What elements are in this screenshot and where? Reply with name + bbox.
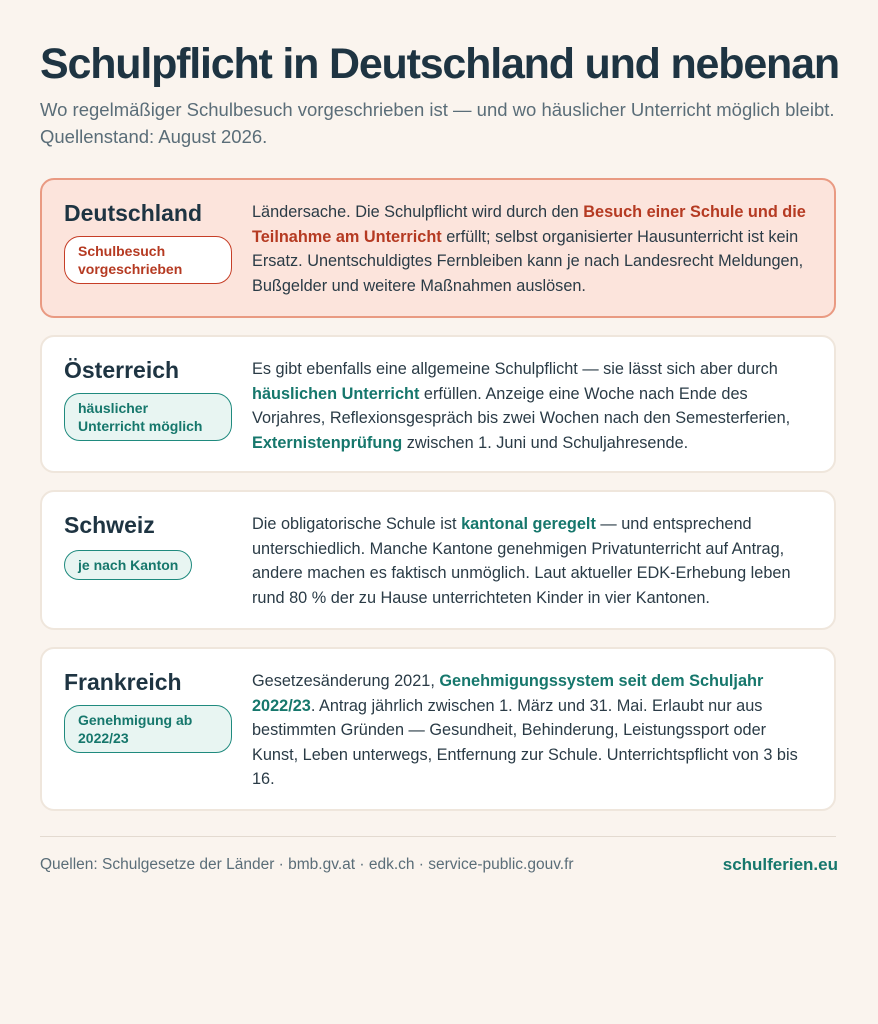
footer-sources: Quellen: Schulgesetze der Länder · bmb.gv.at · edk.ch · service-public.gouv.fr [40,856,574,873]
text-segment: . Antrag jährlich zwischen 1. März und 31. Mai. Erlaubt nur aus bestimmten Gründen — Gesundheit, Behinderung, Leistungssport oder Kunst, Leben unterwegs, Entfernung zur Schule. Unterrichtspflicht von 3 bis 16. [252,696,798,788]
card-description [252,669,812,792]
text-highlight: Externistenprüfung [252,433,403,452]
text-segment: erfüllt; selbst organisierter Hausunterricht ist kein Ersatz. Unentschuldigtes Fernbleiben kann je nach Landesrecht Meldungen, Bußgelder und weitere Maßnahmen auslösen. [252,227,804,295]
text-highlight: Besuch einer Schule und die Teilnahme am Unterricht [252,203,806,246]
status-badge: je nach Kanton [64,550,192,580]
text-highlight: kantonal geregelt [461,515,596,533]
footer-divider [40,836,836,837]
text-segment: Gesetzesänderung 2021, [252,672,440,690]
page-title: Schulpflicht in Deutschland und nebenan [40,40,839,88]
text-segment: Die obligatorische Schule ist [252,515,462,533]
text-segment: — und entsprechend unterschiedlich. Manche Kantone genehmigen Privatunterricht auf Antrag, andere machen es faktisch unmöglich. Laut aktueller EDK-Erhebung leben rund 80 % der zu Hause unterrichteten Kinder in vier Kantonen. [252,515,791,607]
text-highlight: häuslichen Unterricht [252,384,420,403]
text-highlight: Genehmigungssystem seit dem Schuljahr 2022/23 [252,672,764,715]
country-name: Schweiz [64,512,155,538]
footer-brand: schulferien.eu [722,855,838,874]
text-segment: Es gibt ebenfalls eine allgemeine Schulpflicht — sie lässt sich aber durch [252,360,778,378]
card-description [252,512,812,610]
status-badge: Genehmigung ab 2022/23 [64,705,232,753]
country-name: Österreich [64,357,180,383]
card-oesterreich [40,335,836,473]
card-description [252,200,812,298]
card-schweiz [40,490,836,630]
status-badge: häuslicher Unterricht möglich [64,393,232,441]
text-segment: Ländersache. Die Schulpflicht wird durch den [252,203,584,221]
text-segment: zwischen 1. Juni und Schuljahresende. [402,433,689,452]
page-subtitle: Wo regelmäßiger Schulbesuch vorgeschrieben ist — und wo häuslicher Unterricht möglich bleibt. Quellenstand: August 2026. [40,99,835,147]
country-name: Frankreich [64,669,182,695]
card-description [252,357,812,455]
card-frankreich [40,647,836,811]
card-deutschland [40,178,836,318]
country-name: Deutschland [64,200,203,226]
text-segment: erfüllen. Anzeige eine Woche nach Ende des Vorjahres, Reflexionsgespräch bis zwei Wochen nach den Semesterferien, [252,384,791,427]
status-badge: Schulbesuch vorgeschrieben [64,236,232,284]
